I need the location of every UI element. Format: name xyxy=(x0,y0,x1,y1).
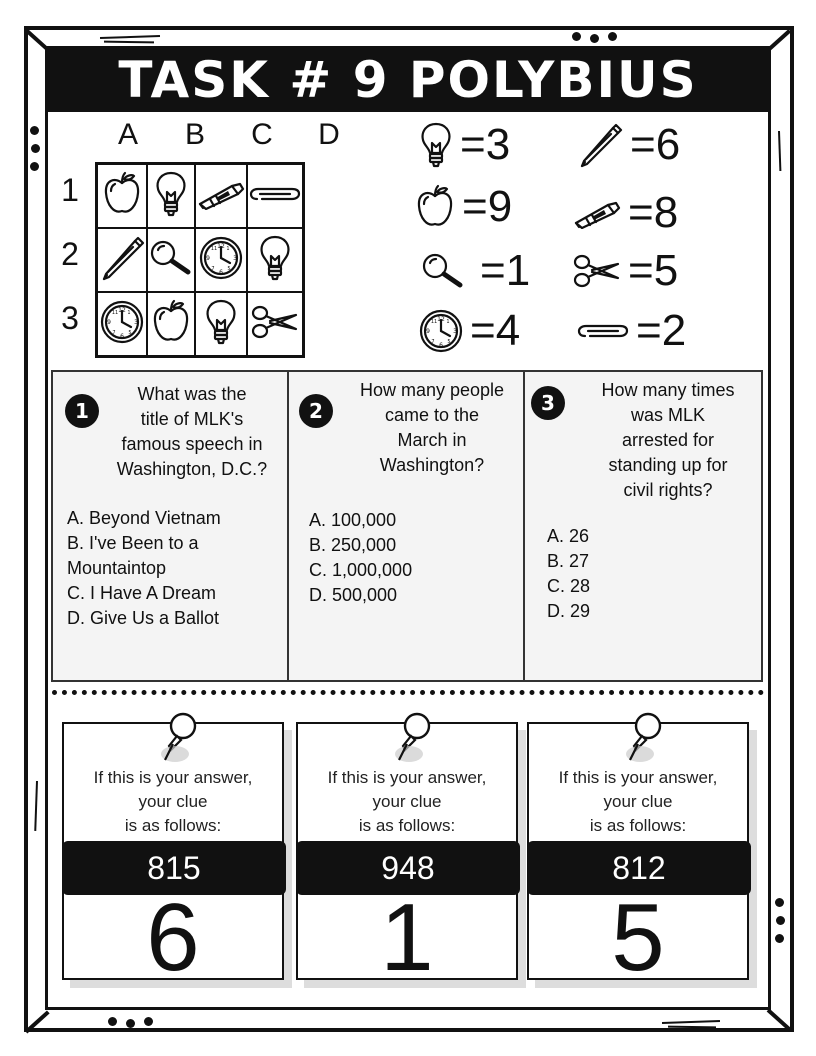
row-label: 1 xyxy=(61,172,79,208)
question-line: What was the xyxy=(137,384,247,404)
svg-text:9: 9 xyxy=(206,255,210,262)
svg-text:6: 6 xyxy=(219,269,223,276)
pushpin-icon xyxy=(624,710,664,774)
answer-option: B. I've Been to a xyxy=(67,533,199,553)
lightbulb-icon xyxy=(203,298,239,346)
answer-option: D. 29 xyxy=(547,601,591,621)
decor-dot xyxy=(30,126,39,135)
pushpin-icon xyxy=(159,710,199,770)
svg-text:9: 9 xyxy=(426,328,430,335)
legend-value: =6 xyxy=(630,120,681,169)
question-line: Washington? xyxy=(379,455,485,475)
svg-text:11: 11 xyxy=(111,310,119,316)
answer-option: C. I Have A Dream xyxy=(67,583,217,603)
svg-text:3: 3 xyxy=(134,319,138,326)
pushpin-icon xyxy=(393,710,433,774)
question-text xyxy=(573,378,763,503)
question-panel-2 xyxy=(287,370,525,682)
answer-option: C. 1,000,000 xyxy=(309,560,413,580)
clue-text xyxy=(529,766,747,838)
decor-dot xyxy=(590,34,599,43)
legend-item xyxy=(418,306,520,356)
question-text xyxy=(339,378,525,478)
decor-dot xyxy=(31,144,40,153)
clue-line: your clue xyxy=(603,792,673,811)
question-line: How many times xyxy=(601,380,735,400)
svg-text:1: 1 xyxy=(226,246,230,252)
legend-item xyxy=(576,120,680,170)
apple-icon xyxy=(101,171,143,217)
svg-text:9: 9 xyxy=(107,319,111,326)
clue-code: 815 xyxy=(62,841,286,895)
clue-line: your clue xyxy=(138,792,208,811)
row-label: 3 xyxy=(61,300,79,336)
question-line: civil rights? xyxy=(623,480,713,500)
clue-line: If this is your answer, xyxy=(93,768,253,787)
decor-dot xyxy=(775,898,784,907)
page-title: TASK # 9 POLYBIUS xyxy=(48,48,768,112)
legend-item xyxy=(420,246,530,296)
legend-value: =3 xyxy=(460,120,511,169)
grid-cell xyxy=(195,292,247,357)
answer-option: B. 27 xyxy=(547,551,590,571)
answer-options xyxy=(67,506,221,631)
dotted-divider xyxy=(52,690,764,695)
svg-text:5: 5 xyxy=(227,266,231,272)
svg-text:6: 6 xyxy=(439,342,443,349)
svg-text:12: 12 xyxy=(118,307,126,314)
question-line: How many people xyxy=(359,380,505,400)
decor-dot xyxy=(126,1019,135,1028)
question-number-badge: 1 xyxy=(65,394,99,428)
question-line: title of MLK's xyxy=(140,409,244,429)
answer-digit: 6 xyxy=(146,884,200,991)
svg-text:11: 11 xyxy=(430,319,438,325)
answer-option: Mountaintop xyxy=(67,558,167,578)
answer-option: A. 26 xyxy=(547,526,590,546)
clue-line: is as follows: xyxy=(589,816,687,835)
clock-icon xyxy=(198,235,244,281)
grid-cell xyxy=(195,164,247,229)
answer-option: A. Beyond Vietnam xyxy=(67,508,221,528)
clue-text xyxy=(298,766,516,838)
clue-line: your clue xyxy=(372,792,442,811)
scissors-icon xyxy=(250,303,300,341)
legend-item xyxy=(572,188,678,238)
legend-item xyxy=(576,306,686,356)
question-panel-3 xyxy=(523,370,763,682)
pushpin-icon xyxy=(624,710,664,770)
svg-text:3: 3 xyxy=(453,328,457,335)
svg-text:5: 5 xyxy=(128,330,132,336)
decor-dot xyxy=(144,1017,153,1026)
paperclip-icon xyxy=(576,321,630,341)
svg-text:1: 1 xyxy=(446,319,450,325)
decor-dot xyxy=(108,1017,117,1026)
decor-dot xyxy=(775,934,784,943)
grid-cell xyxy=(97,292,148,357)
decor-dot xyxy=(608,32,617,41)
answer-options xyxy=(547,524,590,624)
clue-line: is as follows: xyxy=(124,816,222,835)
svg-text:12: 12 xyxy=(217,243,225,250)
legend-value: =5 xyxy=(628,246,679,295)
column-label: B xyxy=(184,118,205,151)
answer-digit: 1 xyxy=(380,884,434,991)
grid-cell xyxy=(195,228,247,292)
pencil-icon xyxy=(98,234,146,282)
legend-value: =9 xyxy=(462,182,513,231)
question-line: came to the xyxy=(384,405,480,425)
pushpin-icon xyxy=(393,710,433,770)
question-line: famous speech in xyxy=(121,434,263,454)
clue-line: If this is your answer, xyxy=(558,768,718,787)
question-line: standing up for xyxy=(608,455,728,475)
crayon-icon xyxy=(196,178,246,210)
apple-icon xyxy=(150,299,192,345)
answer-option: C. 28 xyxy=(547,576,591,596)
grid-cell xyxy=(147,164,195,229)
grid-cell xyxy=(147,292,195,357)
svg-text:5: 5 xyxy=(447,339,451,345)
answer-option: D. Give Us a Ballot xyxy=(67,608,220,628)
column-label: C xyxy=(251,118,273,151)
apple-icon xyxy=(414,184,456,230)
magnifier-icon xyxy=(420,251,466,291)
grid-cell xyxy=(147,228,195,292)
question-line: was MLK xyxy=(630,405,706,425)
clue-line: is as follows: xyxy=(358,816,456,835)
svg-text:7: 7 xyxy=(431,339,435,345)
legend-value: =1 xyxy=(480,246,531,295)
crayon-icon xyxy=(572,197,622,229)
clue-text xyxy=(64,766,282,838)
svg-text:1: 1 xyxy=(127,310,131,316)
answer-options xyxy=(309,508,412,608)
pencil-icon xyxy=(576,121,624,169)
decor-dot xyxy=(30,162,39,171)
scissors-icon xyxy=(572,252,622,290)
grid-cell xyxy=(247,292,304,357)
legend-value: =2 xyxy=(636,306,687,355)
svg-text:6: 6 xyxy=(120,333,124,340)
svg-text:12: 12 xyxy=(437,316,445,323)
magnifier-icon xyxy=(148,238,194,278)
clue-code: 812 xyxy=(527,841,751,895)
answer-digit: 5 xyxy=(611,884,665,991)
clock-icon xyxy=(99,299,145,345)
column-label: A xyxy=(117,118,138,151)
question-line: arrested for xyxy=(621,430,715,450)
legend-value: =8 xyxy=(628,188,679,237)
paperclip-icon xyxy=(248,184,302,204)
lightbulb-icon xyxy=(257,234,293,282)
svg-text:7: 7 xyxy=(112,330,116,336)
question-line: Washington, D.C.? xyxy=(116,459,268,479)
question-number-badge: 2 xyxy=(299,394,333,428)
legend-item xyxy=(414,182,512,232)
clue-line: If this is your answer, xyxy=(327,768,487,787)
question-panel-1 xyxy=(51,370,289,682)
pushpin-icon xyxy=(159,710,199,774)
svg-text:7: 7 xyxy=(211,266,215,272)
grid-cell xyxy=(247,228,304,292)
lightbulb-icon xyxy=(153,170,189,218)
question-line: March in xyxy=(397,430,467,450)
decor-dot xyxy=(572,32,581,41)
question-text xyxy=(99,382,285,482)
clue-card-3 xyxy=(527,722,749,991)
legend-item xyxy=(572,246,678,296)
svg-text:3: 3 xyxy=(233,255,237,262)
clue-card-1 xyxy=(62,722,284,991)
clue-card-2 xyxy=(296,722,518,991)
decor-dot xyxy=(776,916,785,925)
column-label: D xyxy=(318,118,340,151)
clue-code: 948 xyxy=(296,841,520,895)
question-number-badge: 3 xyxy=(531,386,565,420)
grid-cell xyxy=(97,164,148,229)
answer-option: A. 100,000 xyxy=(309,510,397,530)
answer-option: D. 500,000 xyxy=(309,585,398,605)
answer-option: B. 250,000 xyxy=(309,535,397,555)
grid-cell xyxy=(97,228,148,292)
clock-icon xyxy=(418,308,464,354)
legend-value: =4 xyxy=(470,306,521,355)
grid-cell xyxy=(247,164,304,229)
row-label: 2 xyxy=(61,236,79,272)
legend-item xyxy=(418,120,510,170)
lightbulb-icon xyxy=(418,121,454,169)
svg-text:11: 11 xyxy=(210,246,218,252)
polybius-grid xyxy=(95,162,305,358)
